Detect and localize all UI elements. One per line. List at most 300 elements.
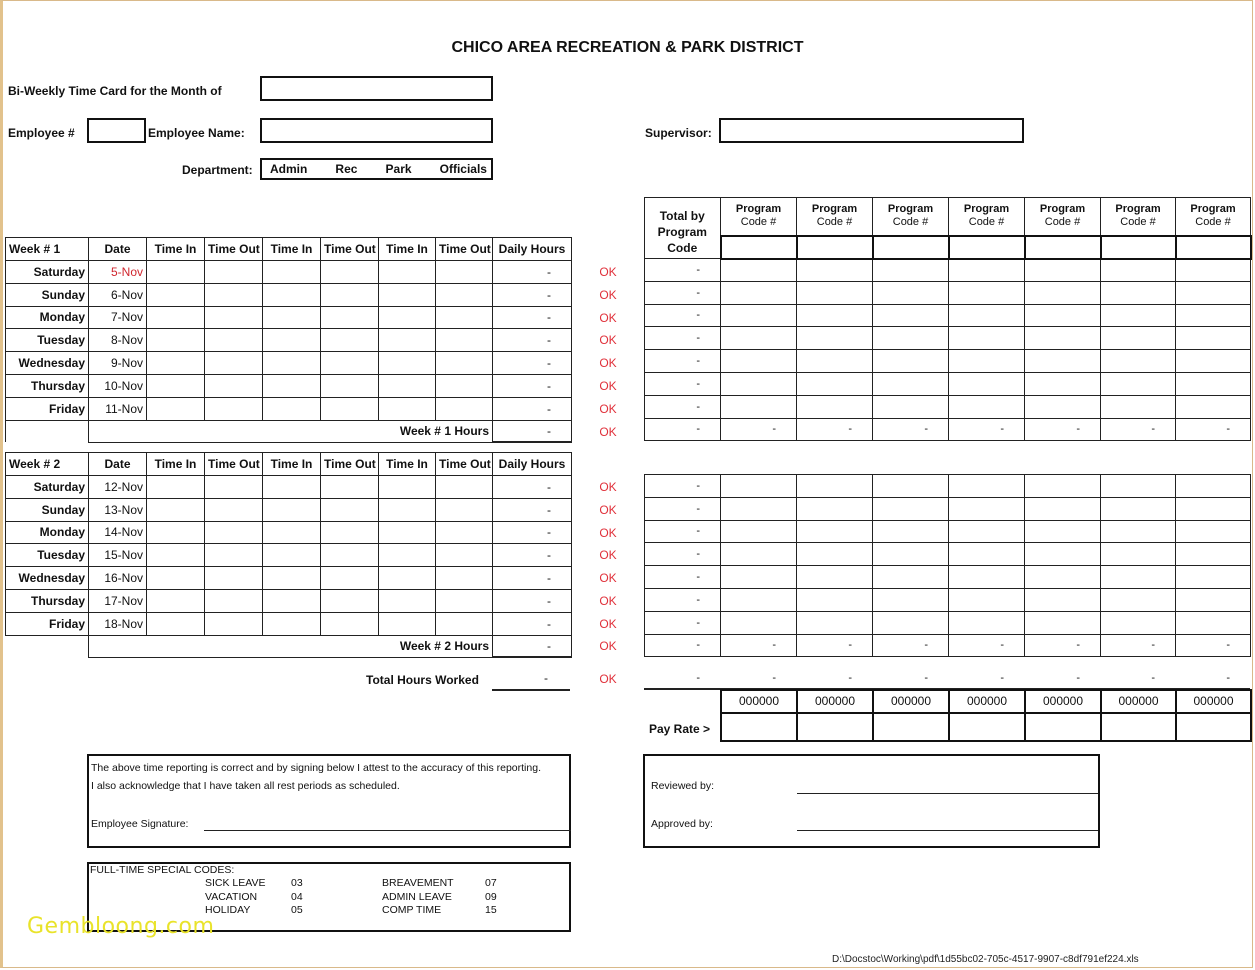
department-option-officials[interactable]: Officials (439, 162, 487, 176)
program-grand-total: - (1076, 672, 1080, 684)
program-row-total: - (645, 350, 721, 373)
day-name: Friday (6, 612, 89, 635)
time-out-1-cell[interactable] (205, 329, 263, 352)
program-hours-cell[interactable] (873, 520, 949, 543)
page-title: CHICO AREA RECREATION & PARK DISTRICT (451, 39, 804, 56)
time-in-3-cell[interactable] (379, 352, 436, 375)
program-hours-cell[interactable] (1025, 281, 1101, 304)
time-out-3-cell[interactable] (436, 306, 493, 329)
time-out-1-cell[interactable] (205, 397, 263, 420)
program-hours-cell[interactable] (797, 566, 873, 589)
week-2-label: Week # 2 (6, 453, 89, 476)
program-row (645, 543, 1251, 566)
program-hours-cell[interactable] (797, 520, 873, 543)
time-out-3-cell[interactable] (436, 329, 493, 352)
time-in-2-cell[interactable] (263, 329, 321, 352)
program-row-total: - (645, 588, 721, 611)
program-hours-cell[interactable] (797, 588, 873, 611)
program-hours-cell[interactable] (721, 372, 797, 395)
time-out-3-cell[interactable] (436, 498, 493, 521)
time-out-1-cell[interactable] (205, 612, 263, 635)
program-hours-cell[interactable] (873, 259, 949, 282)
row-check-status: OK (599, 379, 617, 393)
time-in-3-cell[interactable] (379, 498, 436, 521)
program-row (645, 588, 1251, 611)
table-row (6, 567, 572, 590)
program-hours-cell[interactable] (797, 327, 873, 350)
pay-rate-input[interactable] (873, 713, 949, 741)
time-out-2-cell[interactable] (321, 521, 379, 544)
time-in-1-cell[interactable] (147, 567, 205, 590)
time-out-1-cell[interactable] (205, 521, 263, 544)
time-out-2-cell[interactable] (321, 306, 379, 329)
program-hours-cell[interactable] (721, 520, 797, 543)
time-out-2-cell[interactable] (321, 498, 379, 521)
program-code-value: 000000 (1176, 690, 1251, 713)
program-hours-cell[interactable] (797, 543, 873, 566)
time-out-3-cell[interactable] (436, 589, 493, 612)
time-out-2-cell[interactable] (321, 374, 379, 397)
program-hours-cell[interactable] (1176, 611, 1251, 634)
time-out-3-cell[interactable] (436, 352, 493, 375)
daily-hours-cell: - (493, 567, 572, 590)
program-hours-cell[interactable] (949, 395, 1025, 418)
program-hours-cell[interactable] (1101, 520, 1176, 543)
time-in-1-cell[interactable] (147, 544, 205, 567)
row-check-status: OK (599, 525, 617, 540)
time-out-2-cell[interactable] (321, 397, 379, 420)
program-hours-cell[interactable] (1176, 395, 1251, 418)
program-hours-cell[interactable] (1025, 588, 1101, 611)
time-out-2-cell[interactable] (321, 261, 379, 284)
program-grand-total: - (848, 672, 852, 684)
program-hours-cell[interactable] (949, 497, 1025, 520)
program-row (645, 304, 1251, 327)
program-row-total: - (645, 520, 721, 543)
day-name: Wednesday (6, 352, 89, 375)
program-row (645, 611, 1251, 634)
program-hours-cell[interactable] (1025, 259, 1101, 282)
program-hours-cell[interactable] (1101, 259, 1176, 282)
program-week-total: - (873, 418, 949, 441)
row-check-status: OK (599, 480, 617, 494)
program-hours-cell[interactable] (797, 350, 873, 373)
program-row-total: - (645, 395, 721, 418)
time-in-1-cell[interactable] (147, 352, 205, 375)
program-hours-cell[interactable] (873, 372, 949, 395)
week-2-table (5, 452, 572, 658)
program-code-header-5: Program Code # (1025, 198, 1101, 236)
time-out-2-cell[interactable] (321, 589, 379, 612)
program-hours-cell[interactable] (721, 475, 797, 498)
program-hours-cell[interactable] (1176, 281, 1251, 304)
program-hours-cell[interactable] (949, 588, 1025, 611)
program-hours-cell[interactable] (1025, 543, 1101, 566)
program-code-value: 000000 (1101, 690, 1176, 713)
col-date: Date (89, 238, 147, 261)
daily-hours-cell: - (493, 261, 572, 284)
special-code-name: COMP TIME (382, 904, 442, 916)
program-hours-cell[interactable] (1025, 395, 1101, 418)
program-grand-total: - (1000, 672, 1004, 684)
row-check-status: OK (599, 594, 617, 608)
program-hours-cell[interactable] (949, 372, 1025, 395)
time-out-1-cell[interactable] (205, 306, 263, 329)
program-hours-cell[interactable] (797, 475, 873, 498)
program-hours-cell[interactable] (721, 497, 797, 520)
time-out-3-cell[interactable] (436, 283, 493, 306)
time-in-2-cell[interactable] (263, 544, 321, 567)
time-out-1-cell[interactable] (205, 261, 263, 284)
program-hours-cell[interactable] (1101, 566, 1176, 589)
program-hours-cell[interactable] (797, 281, 873, 304)
approved-by-label: Approved by: (651, 818, 713, 830)
time-out-1-cell[interactable] (205, 589, 263, 612)
time-out-3-cell[interactable] (436, 476, 493, 499)
employee-signature-line[interactable] (204, 830, 571, 831)
program-week-total: - (1176, 418, 1251, 441)
time-in-2-cell[interactable] (263, 612, 321, 635)
program-hours-cell[interactable] (1101, 497, 1176, 520)
employee-number-label: Employee # (8, 126, 75, 140)
program-code-header-7: Program Code # (1176, 198, 1251, 236)
time-in-3-cell[interactable] (379, 521, 436, 544)
program-week-total: - (1025, 634, 1101, 657)
program-hours-cell[interactable] (873, 588, 949, 611)
row-check-status: OK (599, 333, 617, 348)
program-row (645, 634, 1251, 657)
program-code-header-1: Program Code # (721, 198, 797, 236)
program-hours-cell[interactable] (1101, 372, 1176, 395)
program-hours-cell[interactable] (1025, 327, 1101, 350)
time-out-2-cell[interactable] (321, 476, 379, 499)
program-hours-cell[interactable] (873, 327, 949, 350)
time-in-3-cell[interactable] (379, 374, 436, 397)
time-out-1-cell[interactable] (205, 476, 263, 499)
time-out-3-cell[interactable] (436, 612, 493, 635)
program-hours-cell[interactable] (949, 259, 1025, 282)
program-hours-cell[interactable] (721, 566, 797, 589)
program-code-input-1[interactable] (721, 236, 797, 259)
time-in-1-cell[interactable] (147, 329, 205, 352)
date-cell: 11-Nov (89, 397, 147, 420)
table-row (6, 498, 572, 521)
program-hours-cell[interactable] (1101, 350, 1176, 373)
employee-number-field[interactable] (87, 118, 146, 143)
time-in-2-cell[interactable] (263, 498, 321, 521)
program-grand-total: - (1151, 672, 1155, 684)
program-hours-cell[interactable] (949, 304, 1025, 327)
program-hours-cell[interactable] (1176, 327, 1251, 350)
special-code-name: BREAVEMENT (382, 877, 454, 889)
program-hours-cell[interactable] (949, 543, 1025, 566)
program-hours-cell[interactable] (1101, 475, 1176, 498)
daily-hours-cell: - (493, 397, 572, 420)
attestation-line-1: The above time reporting is correct and by signing below I attest to the accuracy of this reporting. (91, 762, 541, 774)
time-out-1-cell[interactable] (205, 283, 263, 306)
program-row (645, 475, 1251, 498)
time-out-2-cell[interactable] (321, 329, 379, 352)
department-selector[interactable] (260, 158, 493, 180)
reviewed-by-line[interactable] (797, 793, 1098, 794)
program-hours-cell[interactable] (721, 543, 797, 566)
program-hours-cell[interactable] (1176, 543, 1251, 566)
program-hours-cell[interactable] (873, 395, 949, 418)
time-in-1-cell[interactable] (147, 283, 205, 306)
program-hours-cell[interactable] (949, 566, 1025, 589)
time-in-2-cell[interactable] (263, 374, 321, 397)
time-in-1-cell[interactable] (147, 306, 205, 329)
time-in-2-cell[interactable] (263, 306, 321, 329)
pay-rate-input[interactable] (797, 713, 873, 741)
program-hours-cell[interactable] (797, 372, 873, 395)
table-row (6, 397, 572, 420)
special-code-number: 03 (291, 877, 303, 889)
time-out-1-cell[interactable] (205, 374, 263, 397)
program-hours-cell[interactable] (1025, 372, 1101, 395)
time-in-1-cell[interactable] (147, 589, 205, 612)
time-out-2-cell[interactable] (321, 567, 379, 590)
program-hours-cell[interactable] (1101, 543, 1176, 566)
time-in-3-cell[interactable] (379, 544, 436, 567)
time-in-2-cell[interactable] (263, 397, 321, 420)
week-2-total-value: - (493, 635, 572, 657)
time-out-1-cell[interactable] (205, 498, 263, 521)
department-option-admin[interactable]: Admin (270, 162, 308, 176)
time-in-1-cell[interactable] (147, 374, 205, 397)
month-field[interactable] (260, 76, 493, 101)
program-code-input-6[interactable] (1101, 236, 1176, 259)
program-hours-cell[interactable] (1025, 611, 1101, 634)
pay-rate-input[interactable] (1176, 713, 1251, 741)
day-name: Saturday (6, 476, 89, 499)
time-out-1-cell[interactable] (205, 544, 263, 567)
date-cell: 13-Nov (89, 498, 147, 521)
program-hours-cell[interactable] (873, 566, 949, 589)
program-hours-cell[interactable] (721, 588, 797, 611)
program-hours-cell[interactable] (1176, 350, 1251, 373)
employee-name-field[interactable] (260, 118, 493, 143)
col-time-in-2: Time In (263, 453, 321, 476)
time-out-3-cell[interactable] (436, 567, 493, 590)
time-in-2-cell[interactable] (263, 567, 321, 590)
program-hours-cell[interactable] (1101, 281, 1176, 304)
program-hours-cell[interactable] (1176, 566, 1251, 589)
program-hours-cell[interactable] (949, 327, 1025, 350)
program-hours-cell[interactable] (873, 281, 949, 304)
program-hours-cell[interactable] (873, 304, 949, 327)
program-hours-cell[interactable] (873, 475, 949, 498)
date-cell: 6-Nov (89, 283, 147, 306)
program-hours-cell[interactable] (1025, 304, 1101, 327)
day-name: Tuesday (6, 329, 89, 352)
time-out-3-cell[interactable] (436, 261, 493, 284)
row-check-status: OK (599, 548, 617, 563)
time-out-1-cell[interactable] (205, 567, 263, 590)
program-hours-cell[interactable] (1176, 259, 1251, 282)
date-cell: 9-Nov (89, 352, 147, 375)
day-name: Friday (6, 397, 89, 420)
time-in-3-cell[interactable] (379, 476, 436, 499)
time-in-3-cell[interactable] (379, 397, 436, 420)
program-code-header-2: Program Code # (797, 198, 873, 236)
week-1-table (5, 237, 572, 443)
row-check-status: OK (599, 265, 617, 279)
program-code-input-2[interactable] (797, 236, 873, 259)
program-row (645, 395, 1251, 418)
supervisor-field[interactable] (719, 118, 1024, 143)
time-in-2-cell[interactable] (263, 476, 321, 499)
department-option-park[interactable]: Park (385, 162, 412, 176)
time-in-1-cell[interactable] (147, 498, 205, 521)
program-code-header-4: Program Code # (949, 198, 1025, 236)
time-in-3-cell[interactable] (379, 261, 436, 284)
program-hours-cell[interactable] (1101, 611, 1176, 634)
special-code-number: 07 (485, 877, 497, 889)
program-hours-cell[interactable] (797, 259, 873, 282)
pay-rate-input[interactable] (949, 713, 1025, 741)
time-out-3-cell[interactable] (436, 544, 493, 567)
program-hours-cell[interactable] (949, 611, 1025, 634)
pay-rate-input[interactable] (721, 713, 797, 741)
date-cell: 10-Nov (89, 374, 147, 397)
daily-hours-cell: - (493, 589, 572, 612)
time-in-2-cell[interactable] (263, 283, 321, 306)
program-hours-cell[interactable] (797, 395, 873, 418)
pay-rate-input[interactable] (1025, 713, 1101, 741)
special-code-number: 15 (485, 904, 497, 916)
program-hours-cell[interactable] (1176, 497, 1251, 520)
program-week-total: - (1101, 418, 1176, 441)
program-code-input-4[interactable] (949, 236, 1025, 259)
program-hours-cell[interactable] (873, 350, 949, 373)
date-cell: 18-Nov (89, 612, 147, 635)
program-hours-cell[interactable] (721, 259, 797, 282)
col-time-in-1: Time In (147, 453, 205, 476)
program-hours-cell[interactable] (949, 281, 1025, 304)
time-in-3-cell[interactable] (379, 567, 436, 590)
program-row (645, 281, 1251, 304)
program-hours-cell[interactable] (1176, 475, 1251, 498)
program-hours-cell[interactable] (721, 350, 797, 373)
program-hours-cell[interactable] (949, 520, 1025, 543)
program-hours-cell[interactable] (1025, 497, 1101, 520)
day-name: Saturday (6, 261, 89, 284)
program-week-total: - (645, 418, 721, 441)
program-hours-cell[interactable] (1025, 566, 1101, 589)
time-in-1-cell[interactable] (147, 397, 205, 420)
time-out-1-cell[interactable] (205, 352, 263, 375)
employee-name-label: Employee Name: (148, 126, 245, 140)
program-hours-cell[interactable] (1101, 304, 1176, 327)
time-out-2-cell[interactable] (321, 544, 379, 567)
program-hours-cell[interactable] (797, 304, 873, 327)
col-time-in-1: Time In (147, 238, 205, 261)
program-hours-cell[interactable] (1176, 304, 1251, 327)
date-cell: 5-Nov (89, 261, 147, 284)
time-in-1-cell[interactable] (147, 521, 205, 544)
time-in-3-cell[interactable] (379, 306, 436, 329)
approved-by-line[interactable] (797, 830, 1098, 831)
time-in-1-cell[interactable] (147, 261, 205, 284)
program-code-input-7[interactable] (1176, 236, 1251, 259)
day-name: Monday (6, 521, 89, 544)
program-hours-cell[interactable] (873, 611, 949, 634)
program-hours-cell[interactable] (1101, 327, 1176, 350)
program-row-total: - (645, 475, 721, 498)
program-hours-cell[interactable] (1025, 475, 1101, 498)
program-hours-cell[interactable] (797, 611, 873, 634)
time-in-2-cell[interactable] (263, 521, 321, 544)
daily-hours-cell: - (493, 544, 572, 567)
department-label: Department: (182, 163, 253, 177)
department-option-rec[interactable]: Rec (335, 162, 358, 176)
time-in-1-cell[interactable] (147, 476, 205, 499)
col-time-in-3: Time In (379, 238, 436, 261)
program-hours-cell[interactable] (949, 475, 1025, 498)
program-hours-cell[interactable] (721, 304, 797, 327)
program-hours-cell[interactable] (721, 611, 797, 634)
time-in-2-cell[interactable] (263, 261, 321, 284)
program-row-total: - (645, 372, 721, 395)
time-in-3-cell[interactable] (379, 612, 436, 635)
program-hours-cell[interactable] (1101, 588, 1176, 611)
program-hours-cell[interactable] (873, 497, 949, 520)
time-out-3-cell[interactable] (436, 521, 493, 544)
program-hours-cell[interactable] (721, 395, 797, 418)
program-hours-cell[interactable] (721, 327, 797, 350)
program-hours-cell[interactable] (873, 543, 949, 566)
program-hours-cell[interactable] (1025, 350, 1101, 373)
time-in-3-cell[interactable] (379, 589, 436, 612)
program-row-total: - (645, 497, 721, 520)
program-hours-cell[interactable] (1025, 520, 1101, 543)
file-path: D:\Docstoc\Working\pdf\1d55bc02-705c-4517-9907-c8df791ef224.xls (832, 954, 1139, 965)
daily-hours-cell: - (493, 374, 572, 397)
review-box (643, 754, 1100, 848)
special-code-name: ADMIN LEAVE (382, 890, 452, 903)
time-in-3-cell[interactable] (379, 283, 436, 306)
program-hours-cell[interactable] (1176, 372, 1251, 395)
daily-hours-cell: - (493, 498, 572, 521)
program-hours-cell[interactable] (797, 497, 873, 520)
program-hours-cell[interactable] (1101, 395, 1176, 418)
program-code-input-3[interactable] (873, 236, 949, 259)
pay-rate-input[interactable] (1101, 713, 1176, 741)
program-row (645, 566, 1251, 589)
program-hours-cell[interactable] (949, 350, 1025, 373)
time-in-2-cell[interactable] (263, 589, 321, 612)
program-hours-cell[interactable] (1176, 520, 1251, 543)
time-in-1-cell[interactable] (147, 612, 205, 635)
time-out-2-cell[interactable] (321, 283, 379, 306)
special-code-number: 05 (291, 904, 303, 916)
time-in-2-cell[interactable] (263, 352, 321, 375)
date-cell: 8-Nov (89, 329, 147, 352)
program-hours-cell[interactable] (1176, 588, 1251, 611)
time-in-3-cell[interactable] (379, 329, 436, 352)
program-hours-cell[interactable] (721, 281, 797, 304)
program-row-total: - (645, 327, 721, 350)
time-out-3-cell[interactable] (436, 374, 493, 397)
program-code-input-5[interactable] (1025, 236, 1101, 259)
col-time-out-1: Time Out (205, 453, 263, 476)
time-out-3-cell[interactable] (436, 397, 493, 420)
time-out-2-cell[interactable] (321, 352, 379, 375)
time-out-2-cell[interactable] (321, 612, 379, 635)
table-row (6, 352, 572, 375)
date-cell: 15-Nov (89, 544, 147, 567)
